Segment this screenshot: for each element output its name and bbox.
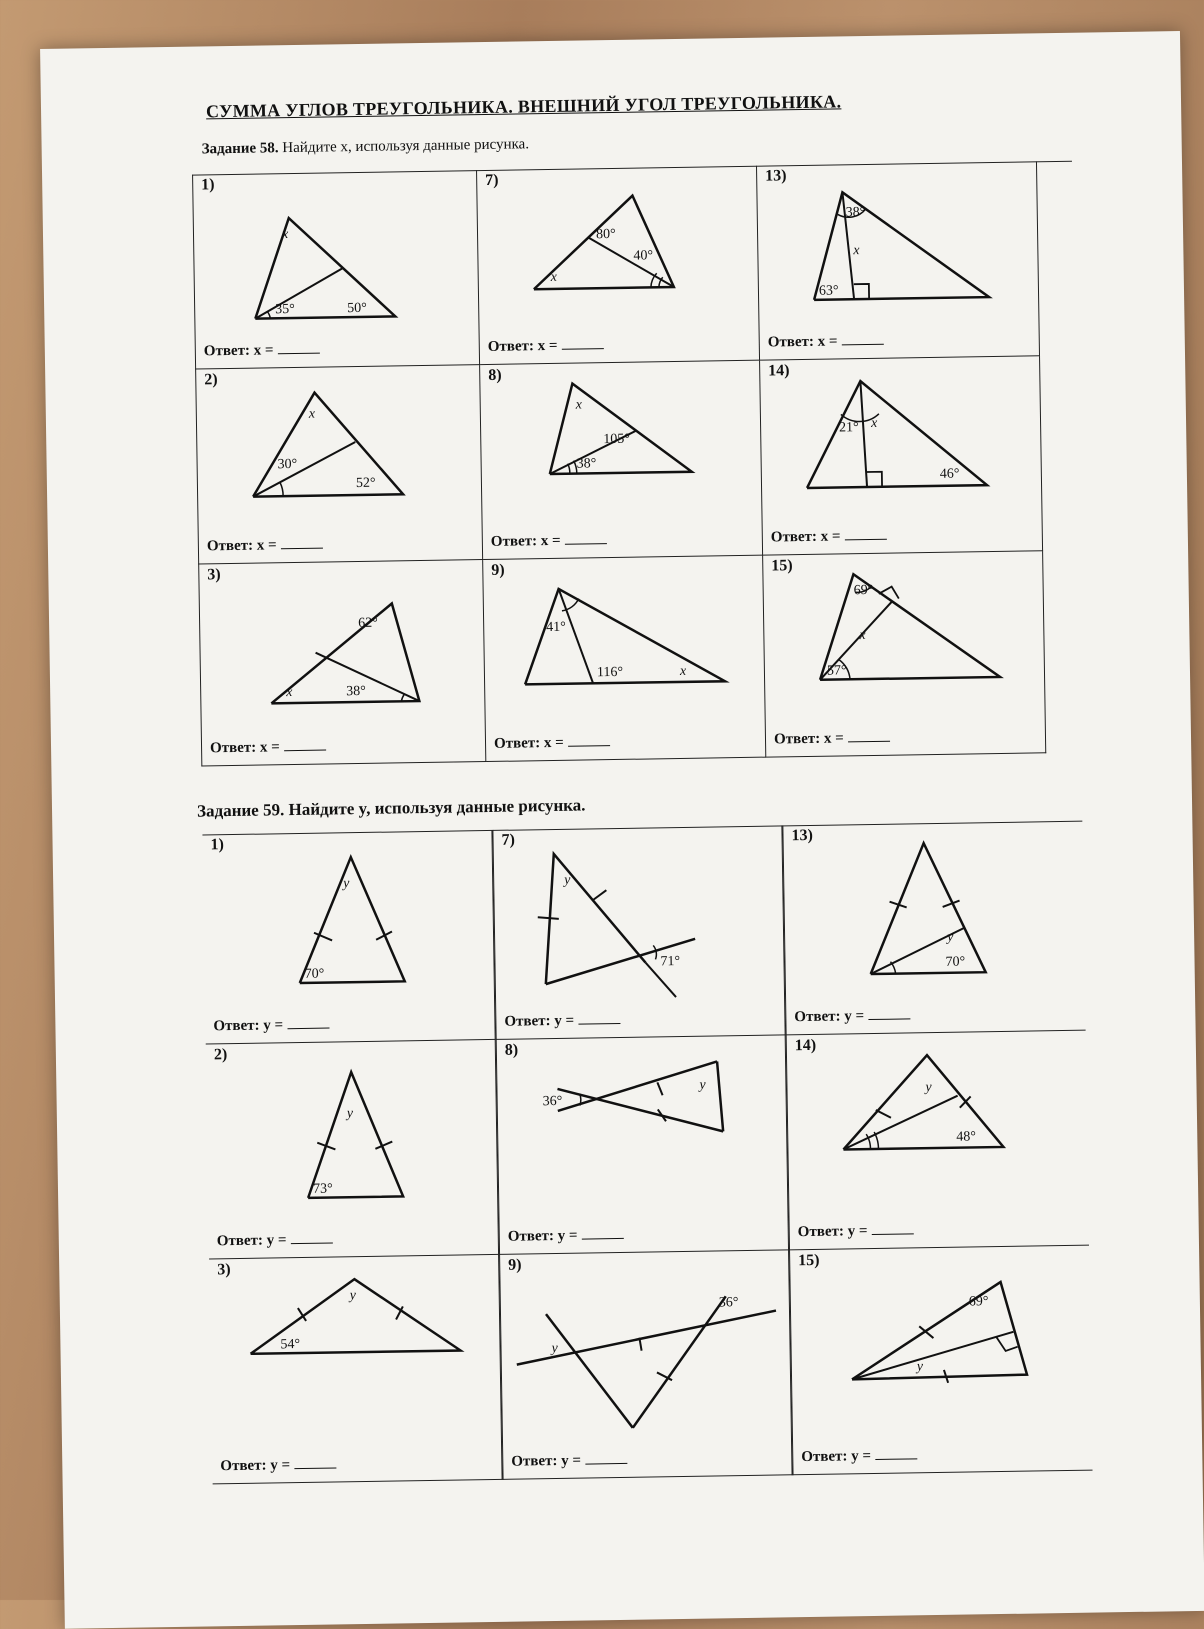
worksheet-page: [40, 31, 1204, 1629]
answer-blank[interactable]: [281, 548, 323, 550]
answer-blank[interactable]: [875, 1458, 917, 1460]
angle-label: 116°: [596, 664, 624, 681]
cell-number: 9): [491, 561, 505, 579]
triangle-figure: [757, 161, 1040, 360]
angle-label: 21°: [839, 420, 859, 436]
answer-line: Ответ: y =: [508, 1227, 624, 1246]
task-59-text: Найдите y, используя данные рисунка.: [288, 795, 586, 820]
angle-label: 35°: [275, 301, 295, 318]
page-title: СУММА УГЛОВ ТРЕУГОЛЬНИКА. ВНЕШНИЙ УГОЛ ТРЕУГОЛЬНИКА.: [205, 91, 842, 122]
cell-number: 9): [508, 1256, 522, 1274]
answer-blank[interactable]: [562, 348, 604, 350]
answer-blank[interactable]: [848, 741, 890, 743]
answer-blank[interactable]: [578, 1023, 620, 1025]
task-58-cell-9: [483, 556, 766, 762]
triangle-figure: [787, 1031, 1090, 1251]
triangle-figure: [497, 1035, 790, 1255]
cell-number: 8): [488, 366, 502, 384]
angle-label: y: [346, 1106, 354, 1122]
task-58-cell-2: [195, 365, 483, 564]
angle-label: 105°: [603, 431, 631, 448]
angle-label: 69°: [853, 582, 874, 599]
task-59-cell-13: [782, 821, 1085, 1036]
angle-label: y: [343, 876, 350, 892]
task-58-cell-13: [757, 161, 1040, 360]
answer-blank[interactable]: [585, 1463, 627, 1465]
angle-label: 63°: [818, 283, 839, 299]
answer-line: Ответ: y =: [213, 1017, 329, 1036]
task-59-label: Задание 59.: [196, 800, 285, 821]
answer-line: Ответ: x =: [494, 734, 610, 753]
task-59-cell-9: [499, 1250, 792, 1480]
task-59-cell-3: [209, 1255, 502, 1485]
answer-blank[interactable]: [278, 353, 320, 355]
angle-label: x: [853, 243, 860, 259]
answer-blank[interactable]: [842, 344, 884, 346]
angle-label: 73°: [312, 1181, 333, 1197]
triangle-figure: [763, 551, 1046, 757]
answer-blank[interactable]: [845, 539, 887, 541]
angle-label: 41°: [546, 619, 566, 636]
cell-number: 3): [217, 1261, 231, 1279]
task-58-cell-7: [477, 166, 760, 365]
angle-label: 62°: [358, 615, 378, 632]
cell-number: 1): [201, 176, 215, 194]
answer-blank[interactable]: [291, 1243, 333, 1245]
cell-number: 7): [501, 831, 516, 849]
answer-blank[interactable]: [294, 1467, 336, 1469]
triangle-figure: [196, 365, 484, 564]
cell-number: 14): [768, 362, 790, 380]
triangle-figure: [477, 166, 760, 365]
angle-label: x: [286, 685, 293, 701]
cell-number: 13): [791, 826, 813, 845]
triangle-figure: [206, 1040, 499, 1260]
triangle-figure: [500, 1250, 793, 1480]
cell-number: 13): [765, 167, 787, 185]
triangle-figure: [493, 825, 786, 1040]
task-59-grid: [202, 821, 1092, 1485]
answer-line: Ответ: x =: [207, 537, 323, 556]
angle-label: 36°: [542, 1093, 563, 1110]
answer-blank[interactable]: [582, 1238, 624, 1240]
task-59-cell-8: [496, 1035, 789, 1255]
triangle-figure: [790, 1246, 1093, 1476]
triangle-figure: [480, 361, 763, 560]
task-59-cell-7: [492, 825, 785, 1040]
answer-line: Ответ: y =: [794, 1007, 910, 1026]
angle-label: y: [551, 1340, 558, 1357]
task-59-cell-15: [789, 1246, 1092, 1476]
triangle-figure: [202, 830, 495, 1045]
answer-line: Ответ: y =: [801, 1447, 917, 1466]
answer-line: Ответ: x =: [771, 528, 887, 547]
angle-label: x: [281, 227, 289, 243]
angle-label: x: [859, 628, 866, 644]
triangle-figure: [483, 556, 766, 762]
answer-line: Ответ: x =: [774, 730, 890, 749]
answer-blank[interactable]: [872, 1233, 914, 1235]
angle-label: y: [916, 1359, 924, 1375]
cell-number: 14): [794, 1036, 817, 1055]
answer-blank[interactable]: [568, 745, 610, 747]
angle-label: x: [308, 406, 316, 422]
answer-line: Ответ: y =: [217, 1232, 333, 1251]
triangle-figure: [783, 821, 1086, 1036]
angle-label: 36°: [718, 1295, 739, 1311]
answer-blank[interactable]: [565, 543, 607, 545]
cell-number: 2): [204, 371, 218, 389]
angle-label: y: [349, 1288, 357, 1304]
triangle-figure: [760, 356, 1043, 555]
answer-line: Ответ: y =: [504, 1012, 620, 1031]
angle-label: 40°: [633, 248, 654, 264]
task-58-cell-8: [480, 361, 763, 560]
task-58-text: Найдите x, используя данные рисунка.: [282, 136, 530, 157]
angle-label: 46°: [939, 466, 960, 482]
angle-label: 57°: [826, 663, 847, 679]
cell-number: 7): [485, 171, 499, 189]
angle-label: 48°: [956, 1129, 977, 1145]
angle-label: 30°: [277, 456, 298, 473]
angle-label: x: [679, 663, 687, 679]
triangle-figure: [199, 560, 487, 766]
angle-label: 69°: [968, 1294, 989, 1310]
task-58-heading: [202, 136, 530, 158]
answer-line: Ответ: x =: [491, 532, 607, 551]
task-59-heading: [197, 795, 586, 821]
angle-label: 38°: [845, 205, 866, 221]
cell-number: 15): [798, 1251, 820, 1270]
angle-label: 54°: [280, 1337, 301, 1353]
cell-number: 3): [207, 566, 221, 584]
cell-number: 15): [771, 557, 793, 575]
angle-label: 70°: [304, 966, 325, 982]
angle-label: 50°: [347, 300, 367, 317]
cell-number: 2): [213, 1046, 228, 1064]
angle-label: 70°: [945, 954, 966, 970]
angle-label: y: [699, 1077, 706, 1093]
angle-label: x: [870, 415, 878, 431]
angle-label: 52°: [355, 475, 376, 492]
answer-line: Ответ: y =: [220, 1456, 336, 1475]
angle-label: y: [564, 872, 571, 888]
angle-label: 80°: [595, 226, 616, 243]
angle-label: y: [947, 929, 954, 945]
angle-label: x: [575, 397, 583, 413]
answer-line: Ответ: x =: [210, 739, 326, 758]
task-58-cell-1: [192, 170, 480, 369]
task-58-cell-15: [763, 551, 1046, 757]
answer-blank[interactable]: [284, 750, 326, 752]
cell-number: 1): [210, 836, 225, 854]
answer-line: Ответ: x =: [768, 333, 884, 352]
answer-line: Ответ: y =: [511, 1452, 627, 1471]
answer-line: Ответ: x =: [488, 337, 604, 356]
angle-label: 71°: [660, 954, 681, 970]
answer-line: Ответ: y =: [798, 1222, 914, 1241]
answer-blank[interactable]: [287, 1028, 329, 1030]
angle-label: x: [550, 269, 558, 285]
task-58-grid: [192, 161, 1081, 767]
cell-number: 8): [504, 1041, 519, 1059]
triangle-figure: [209, 1255, 502, 1485]
angle-label: y: [925, 1080, 932, 1096]
triangle-figure: [193, 170, 481, 369]
task-58-label: Задание 58.: [201, 140, 279, 158]
task-59-cell-2: [206, 1040, 499, 1260]
task-58-cell-3: [198, 560, 486, 766]
angle-label: 38°: [576, 456, 597, 472]
answer-line: Ответ: x =: [204, 342, 320, 361]
task-59-cell-14: [786, 1031, 1089, 1251]
answer-blank[interactable]: [868, 1018, 910, 1020]
task-58-cell-14: [760, 356, 1043, 555]
task-59-cell-1: [202, 830, 495, 1045]
angle-label: 38°: [346, 683, 366, 700]
